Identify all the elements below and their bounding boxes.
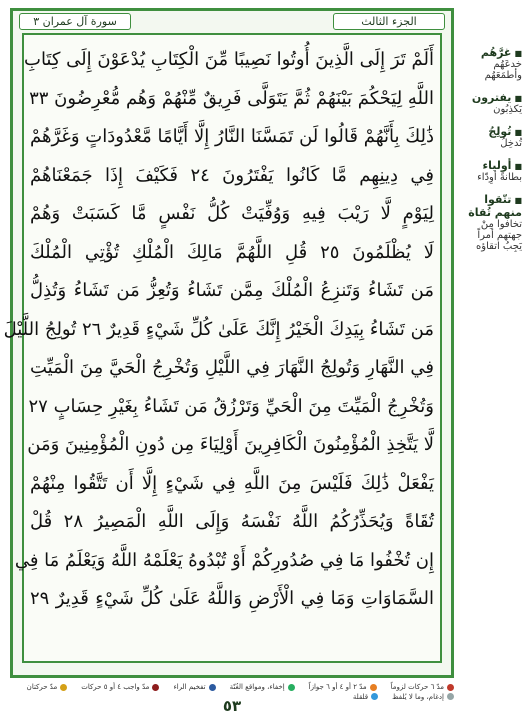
page-header bbox=[13, 11, 451, 31]
verse-line: ذَٰلِكَ بِأَنَّهُمْ قَالُوا لَن تَمَسَّنَا النَّارُ إِلَّا أَيَّامًا مَّعْدُودَاتٍ وَغَرَّهُمْ bbox=[30, 126, 434, 147]
glossary-entry bbox=[460, 91, 522, 115]
legend-label: قلقلة bbox=[352, 692, 369, 701]
verse-line: السَّمَاوَاتِ وَمَا فِي الْأَرْضِ وَاللَّهُ عَلَىٰ كُلِّ شَيْءٍ قَدِيرٌ ٢٩ bbox=[30, 588, 434, 609]
juz-label: الجزء الثالث bbox=[333, 13, 445, 30]
glossary-sidebar bbox=[460, 46, 522, 262]
glossary-term: ■ تتّقوا منهم تُقاة bbox=[460, 193, 522, 219]
verse-line: فِي النَّهَارِ وَتُولِجُ النَّهَارَ فِي اللَّيْلِ وَتُخْرِجُ الْحَيَّ مِنَ الْمَيِّتِ bbox=[30, 357, 434, 378]
verse-line: إِن تُخْفُوا مَا فِي صُدُورِكُمْ أَوْ تُبْدُوهُ يَعْلَمْهُ اللَّهُ وَيَعْلَمُ مَا فِي bbox=[14, 549, 434, 571]
glossary-entry bbox=[460, 125, 522, 149]
verse-line: لَّا يَتَّخِذِ الْمُؤْمِنُونَ الْكَافِرِينَ أَوْلِيَاءَ مِن دُونِ الْمُؤْمِنِينَ وَمَن bbox=[27, 434, 434, 455]
legend-item bbox=[81, 683, 159, 691]
verse-line: فِي دِينِهِم مَّا كَانُوا يَفْتَرُونَ ٢٤ فَكَيْفَ إِذَا جَمَعْنَاهُمْ bbox=[30, 164, 434, 186]
glossary-entry bbox=[460, 159, 522, 183]
tajweed-legend bbox=[10, 683, 454, 701]
legend-label: تفخيم الراء bbox=[173, 683, 206, 691]
glossary-term: ■ أولياء bbox=[460, 159, 522, 172]
glossary-entry bbox=[460, 193, 522, 252]
legend-item bbox=[173, 683, 215, 691]
legend-color-dot bbox=[60, 684, 67, 691]
legend-color-dot bbox=[152, 684, 159, 691]
legend-label: مدّ ٦ حركات لزوماً bbox=[390, 683, 444, 691]
verse-line: يَفْعَلْ ذَٰلِكَ فَلَيْسَ مِنَ اللَّهِ فِي شَيْءٍ إِلَّا أَن تَتَّقُوا مِنْهُمْ bbox=[30, 472, 434, 494]
legend-label: إخفاء، ومواقع الغُنّة bbox=[229, 683, 285, 691]
legend-color-dot bbox=[370, 684, 377, 691]
verse-line: لَا يُظْلَمُونَ ٢٥ قُلِ اللَّهُمَّ مَالِكَ الْمُلْكِ تُؤْتِي الْمُلْكَ bbox=[30, 241, 434, 263]
legend-label: مدّ واجب ٤ أو ٥ حركات bbox=[81, 683, 150, 691]
glossary-term: ■ تُولِجُ bbox=[460, 125, 522, 138]
verse-line: لِيَوْمٍ لَّا رَيْبَ فِيهِ وَوُفِّيَتْ كُلُّ نَفْسٍ مَّا كَسَبَتْ وَهُمْ bbox=[30, 203, 434, 224]
verse-line: وَتُخْرِجُ الْمَيِّتَ مِنَ الْحَيِّ وَتَرْزُقُ مَن تَشَاءُ بِغَيْرِ حِسَابٍ ٢٧ bbox=[28, 395, 434, 417]
verse-line: مَن تَشَاءُ بِيَدِكَ الْخَيْرُ إِنَّكَ عَلَىٰ كُلِّ شَيْءٍ قَدِيرٌ ٢٦ تُولِجُ اللَّيْلَ bbox=[3, 318, 434, 340]
glossary-definition: يَكذِبُون bbox=[493, 104, 522, 115]
surah-label: سورة آل عمران ٣ bbox=[19, 13, 131, 30]
legend-item bbox=[309, 683, 377, 691]
verse-line: اللَّهِ لِيَحْكُمَ بَيْنَهُمْ ثُمَّ يَتَوَلَّى فَرِيقٌ مِّنْهُمْ وَهُم مُّعْرِضُونَ ٣٣ bbox=[29, 87, 434, 109]
verse-line: أَلَمْ تَرَ إِلَى الَّذِينَ أُوتُوا نَصِيبًا مِّنَ الْكِتَابِ يُدْعَوْنَ إِلَى كِتَابِ bbox=[24, 49, 434, 70]
glossary-definition: خدعَهُم وأطمَعَهُم bbox=[484, 59, 522, 81]
text-area bbox=[3, 33, 442, 663]
glossary-entry bbox=[460, 46, 522, 81]
page-number: ٥٣ bbox=[222, 697, 242, 715]
verse-line: تُقَاةً وَيُحَذِّرُكُمُ اللَّهُ نَفْسَهُ وَإِلَى اللَّهِ الْمَصِيرُ ٢٨ قُلْ bbox=[30, 511, 434, 532]
glossary-definition: بطانةً أوِدّاء bbox=[477, 172, 522, 183]
page-frame bbox=[3, 8, 454, 678]
legend-color-dot bbox=[288, 684, 295, 691]
legend-item bbox=[27, 683, 68, 691]
legend-label: مدّ حركتان bbox=[26, 683, 58, 691]
legend-color-dot bbox=[209, 684, 216, 691]
quran-text bbox=[3, 41, 434, 619]
glossary-term: ■ غرَّهُم bbox=[460, 46, 522, 59]
glossary-definition: تخافوا مِنْ جهتهم أمراً يَجِبُ اتقاؤه bbox=[476, 219, 522, 252]
legend-label: مدّ ٢ أو ٤ أو ٦ جوازاً bbox=[308, 683, 367, 691]
glossary-definition: تُدخِلُ bbox=[500, 138, 522, 149]
legend-color-dot bbox=[447, 684, 454, 691]
legend-item bbox=[230, 683, 295, 691]
verse-line: مَن تَشَاءُ وَتَنزِعُ الْمُلْكَ مِمَّن تَشَاءُ وَتُعِزُّ مَن تَشَاءُ وَتُذِلُّ bbox=[30, 280, 434, 301]
legend-item bbox=[391, 683, 454, 691]
glossary-term: ■ يفترون bbox=[460, 91, 522, 104]
legend-label: إدغام، وما لا يُلفظ bbox=[392, 692, 444, 701]
